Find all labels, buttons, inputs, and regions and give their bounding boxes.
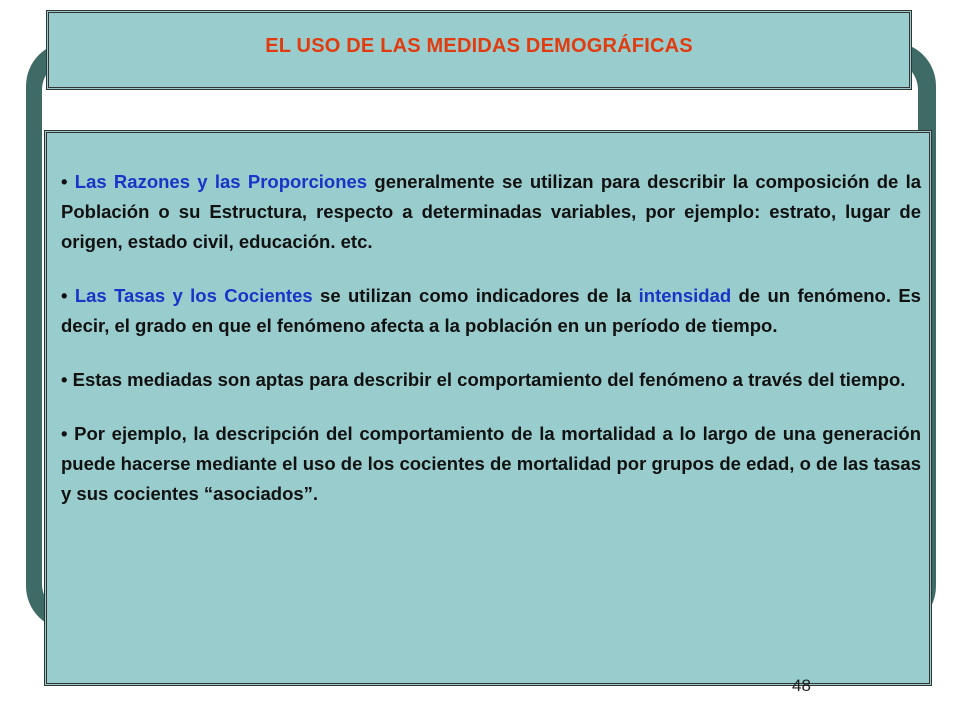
bullet-highlight-intensidad: intensidad bbox=[638, 285, 732, 306]
bullet-marker: • bbox=[61, 285, 68, 306]
page-number: 48 bbox=[792, 676, 811, 695]
bullet-text: de un fenómeno. Es decir, el grado en que el fenómeno afecta a la población en un período de tiempo. bbox=[61, 285, 921, 336]
bullet-tasas bbox=[61, 281, 921, 341]
bullet-marker: • bbox=[61, 423, 68, 444]
slide-title: EL USO DE LAS MEDIDAS DEMOGRÁFICAS bbox=[265, 35, 693, 57]
bullet-marker: • bbox=[61, 369, 68, 390]
bullet-text: Por ejemplo, la descripción del comportamiento de la mortalidad a lo largo de una generación puede hacerse mediante el uso de los cocientes de mortalidad por grupos de edad, o de las tasas y sus cocientes “asociados”. bbox=[61, 423, 921, 504]
bullet-mediadas bbox=[61, 365, 921, 395]
bullet-ejemplo bbox=[61, 419, 921, 509]
title-box bbox=[46, 10, 912, 90]
bullet-marker: • bbox=[61, 171, 68, 192]
bullet-text: se utilizan como indicadores de la bbox=[312, 285, 639, 306]
bullet-razones bbox=[61, 167, 921, 257]
bullet-text: Estas mediadas son aptas para describir el comportamiento del fenómeno a través del tiempo. bbox=[72, 369, 906, 390]
content-box bbox=[44, 130, 932, 686]
bullet-highlight: Las Razones y las Proporciones bbox=[74, 171, 368, 192]
bullet-highlight: Las Tasas y los Cocientes bbox=[74, 285, 313, 306]
bullet-list bbox=[61, 167, 921, 533]
bullet-text: generalmente se utilizan para describir la composición de la Población o su Estructura, respecto a determinadas variables, por ejemplo: estrato, lugar de origen, estado civil, educación. etc. bbox=[61, 171, 921, 252]
